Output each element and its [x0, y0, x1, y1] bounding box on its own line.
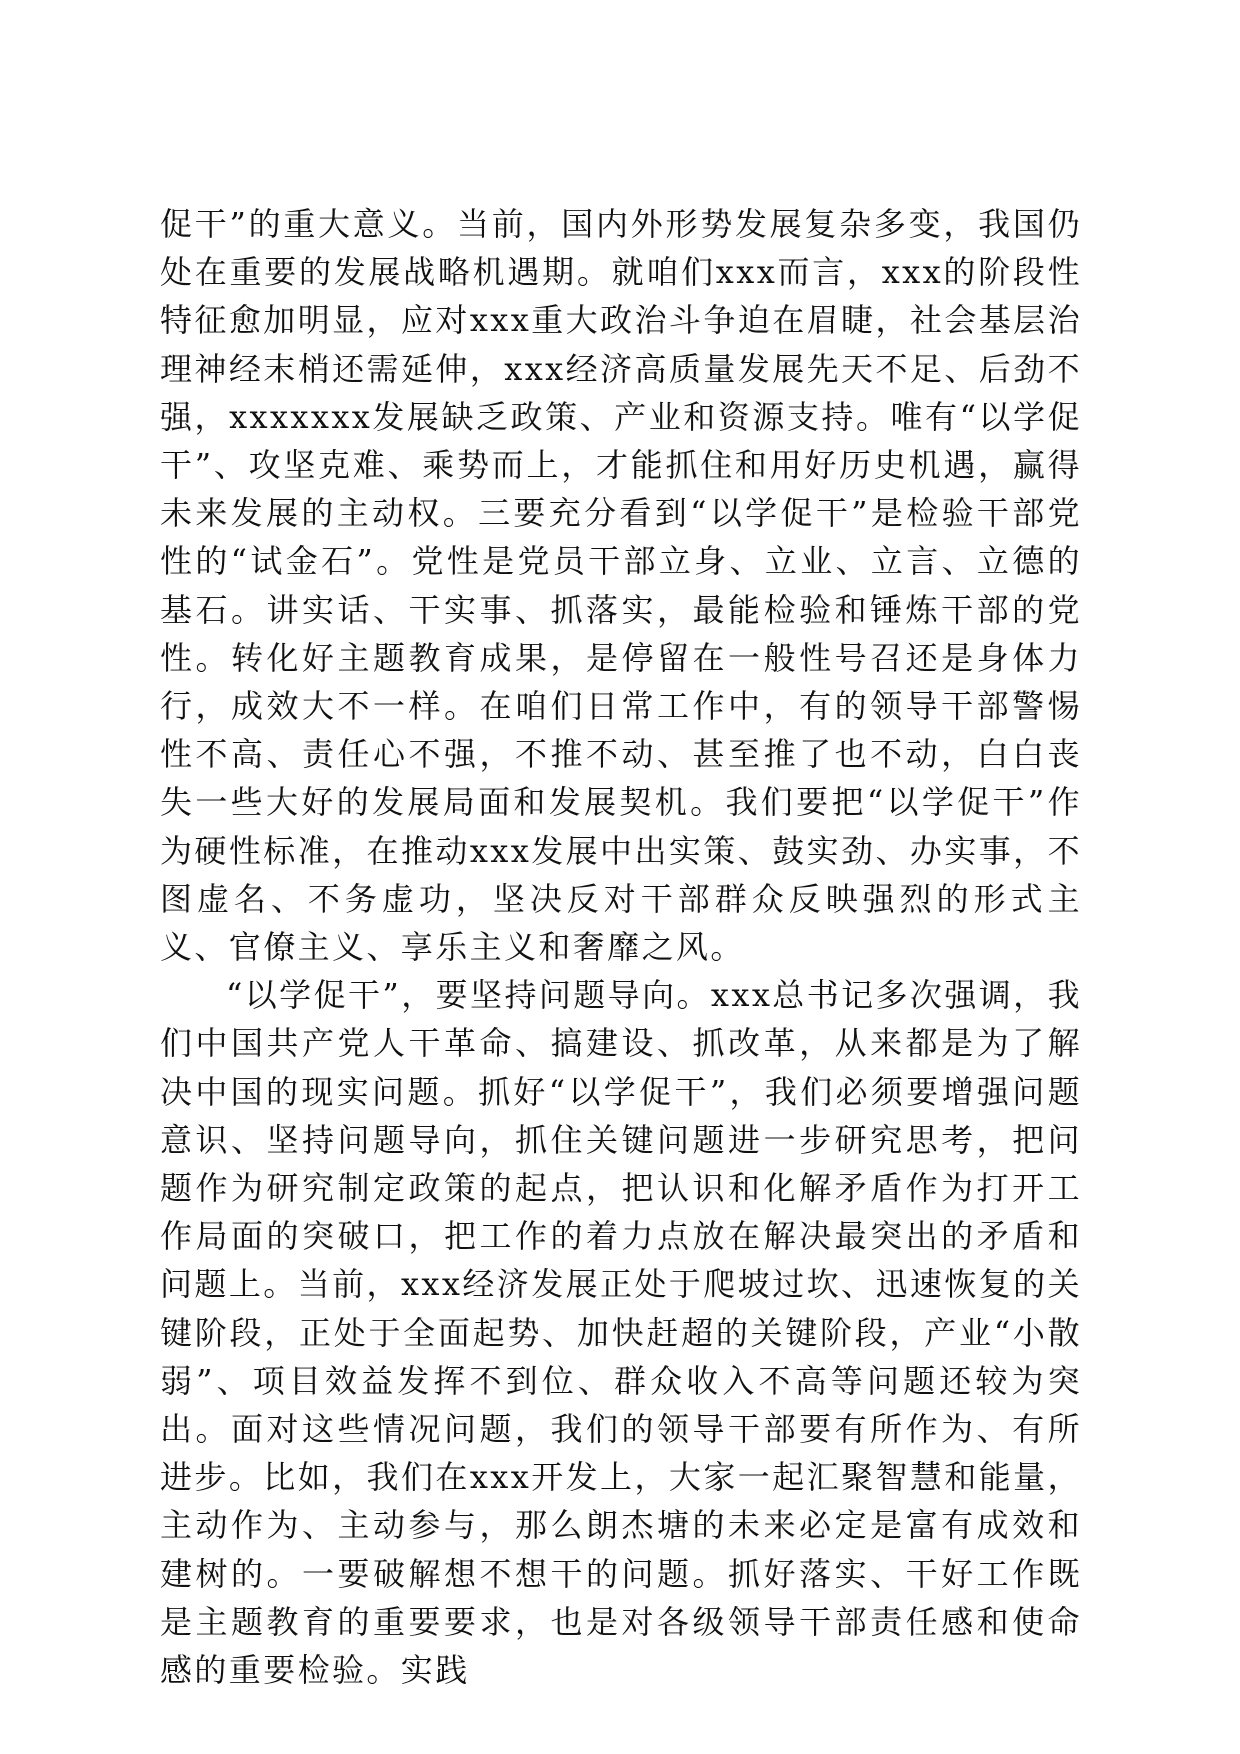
paragraph-2: “以学促干”，要坚持问题导向。xxx总书记多次强调，我们中国共产党人干革命、搞建设、抓改革，从来都是为了解决中国的现实问题。抓好“以学促干”，我们必须要增强问题意识、坚持问题导向，抓住关键问题进一步研究思考，把问题作为研究制定政策的起点，把认识和化解矛盾作为打开工作局面的突破口，把工作的着力点放在解决最突出的矛盾和问题上。当前，xxx经济发展正处于爬坡过坎、迅速恢复的关键阶段，正处于全面起势、加快赶超的关键阶段，产业“小散弱”、项目效益发挥不到位、群众收入不高等问题还较为突出。面对这些情况问题，我们的领导干部要有所作为、有所进步。比如，我们在xxx开发上，大家一起汇聚智慧和能量，主动作为、主动参与，那么朗杰塘的未来必定是富有成效和建树的。一要破解想不想干的问题。抓好落实、干好工作既是主题教育的重要要求，也是对各级领导干部责任感和使命感的重要检验。实践 [160, 976, 1082, 1690]
paragraph-1: 促干”的重大意义。当前，国内外形势发展复杂多变，我国仍处在重要的发展战略机遇期。就咱们xxx而言，xxx的阶段性特征愈加明显，应对xxx重大政治斗争迫在眉睫，社会基层治理神经末梢还需延伸，xxx经济高质量发展先天不足、后劲不强，xxxxxxx发展缺乏政策、产业和资源支持。唯有“以学促干”、攻坚克难、乘势而上，才能抓住和用好历史机遇，赢得未来发展的主动权。三要充分看到“以学促干”是检验干部党性的“试金石”。党性是党员干部立身、立业、立言、立德的基石。讲实话、干实事、抓落实，最能检验和锤炼干部的党性。转化好主题教育成果，是停留在一般性号召还是身体力行，成效大不一样。在咱们日常工作中，有的领导干部警惕性不高、责任心不强，不推不动、甚至推了也不动，白白丧失一些大好的发展局面和发展契机。我们要把“以学促干”作为硬性标准，在推动xxx发展中出实策、鼓实劲、办实事，不图虚名、不务虚功，坚决反对干部群众反映强烈的形式主义、官僚主义、享乐主义和奢靡之风。 [160, 205, 1082, 967]
document-body [160, 200, 1082, 1694]
